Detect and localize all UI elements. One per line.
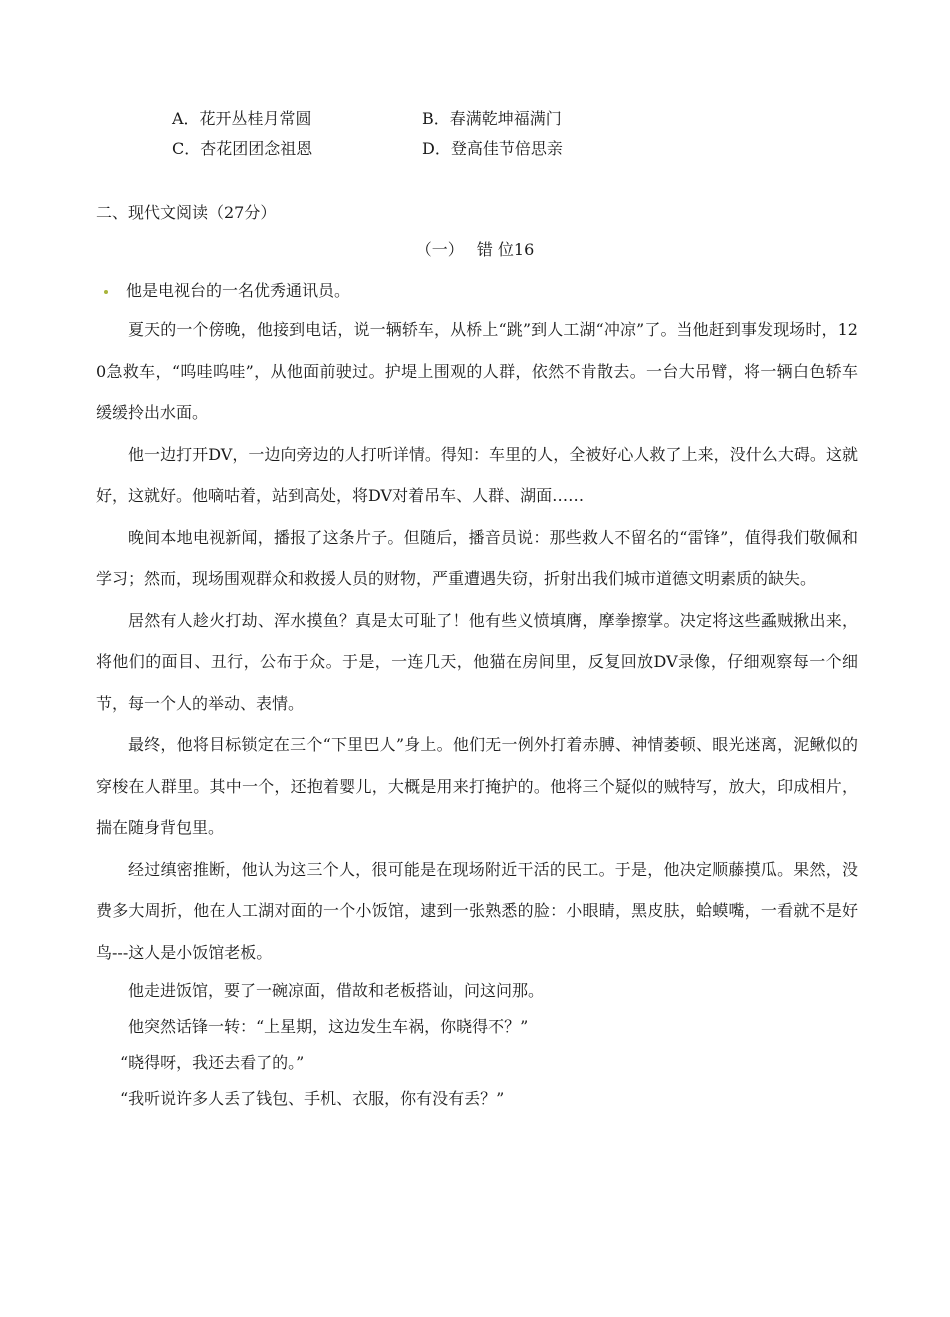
dialogue-line: “我听说许多人丢了钱包、手机、衣服，你有没有丢？” (120, 1089, 505, 1108)
article-body (96, 273, 858, 1117)
option-c: C．杏花团团念祖恩 (172, 139, 313, 158)
section-title: 二、现代文阅读（27分） (96, 203, 277, 222)
paragraph: 最终，他将目标锁定在三个“下里巴人”身上。他们无一例外打着赤膊、神情萎顿、眼光迷离，泥鳅似的穿梭在人群里。其中一个，还抱着婴儿，大概是用来打掩护的。他将三个疑似的贼特写，放大，印成相片，揣在随身背包里。 (96, 735, 858, 837)
paragraph-intro-text: 他是电视台的一名优秀通讯员。 (126, 281, 351, 300)
answer-options (172, 104, 672, 164)
paragraph-intro (96, 273, 858, 309)
article-heading: 错 位16 (476, 240, 535, 259)
article-number: （一） (415, 240, 464, 259)
paragraph: 晚间本地电视新闻，播报了这条片子。但随后，播音员说：那些救人不留名的“雷锋”，值得我们敬佩和学习；然而，现场围观群众和救援人员的财物，严重遭遇失窃，折射出我们城市道德文明素质的缺失。 (96, 527, 858, 588)
options-row-2 (172, 134, 672, 164)
dialogue-line: “晓得呀，我还去看了的。” (120, 1053, 305, 1072)
option-b: B．春满乾坤福满门 (422, 109, 562, 128)
paragraph: 他突然话锋一转：“上星期，这边发生车祸，你晓得不？” (128, 1017, 529, 1036)
bullet-dot-icon (104, 290, 108, 294)
paragraph: 他走进饭馆，要了一碗凉面，借故和老板搭讪，问这问那。 (128, 981, 545, 1000)
paragraph: 居然有人趁火打劫、浑水摸鱼？真是太可耻了！他有些义愤填膺，摩拳擦掌。决定将这些蟊贼揪出来，将他们的面目、丑行，公布于众。于是，一连几天，他猫在房间里，反复回放DV录像，仔细观察每一个细节，每一个人的举动、表情。 (96, 610, 858, 713)
paragraph: 他一边打开DV，一边向旁边的人打听详情。得知：车里的人，全被好心人救了上来，没什么大碍。这就好，这就好。他嘀咕着，站到高处，将DV对着吊车、人群、湖面…… (96, 444, 858, 505)
option-d: D．登高佳节倍思亲 (422, 139, 563, 158)
option-a: A．花开丛桂月常圆 (172, 109, 312, 128)
article-title (0, 235, 950, 265)
paragraph: 经过缜密推断，他认为这三个人，很可能是在现场附近干活的民工。于是，他决定顺藤摸瓜。果然，没费多大周折，他在人工湖对面的一个小饭馆，逮到一张熟悉的脸：小眼睛，黑皮肤，蛤蟆嘴，一看就不是好鸟---这人是小饭馆老板。 (96, 859, 858, 962)
paragraph: 夏天的一个傍晚，他接到电话，说一辆轿车，从桥上“跳”到人工湖“冲凉”了。当他赶到事发现场时，120急救车，“呜哇呜哇”，从他面前驶过。护堤上围观的人群，依然不肯散去。一台大吊臂，将一辆白色轿车缓缓拎出水面。 (96, 320, 858, 422)
options-row-1 (172, 104, 672, 134)
